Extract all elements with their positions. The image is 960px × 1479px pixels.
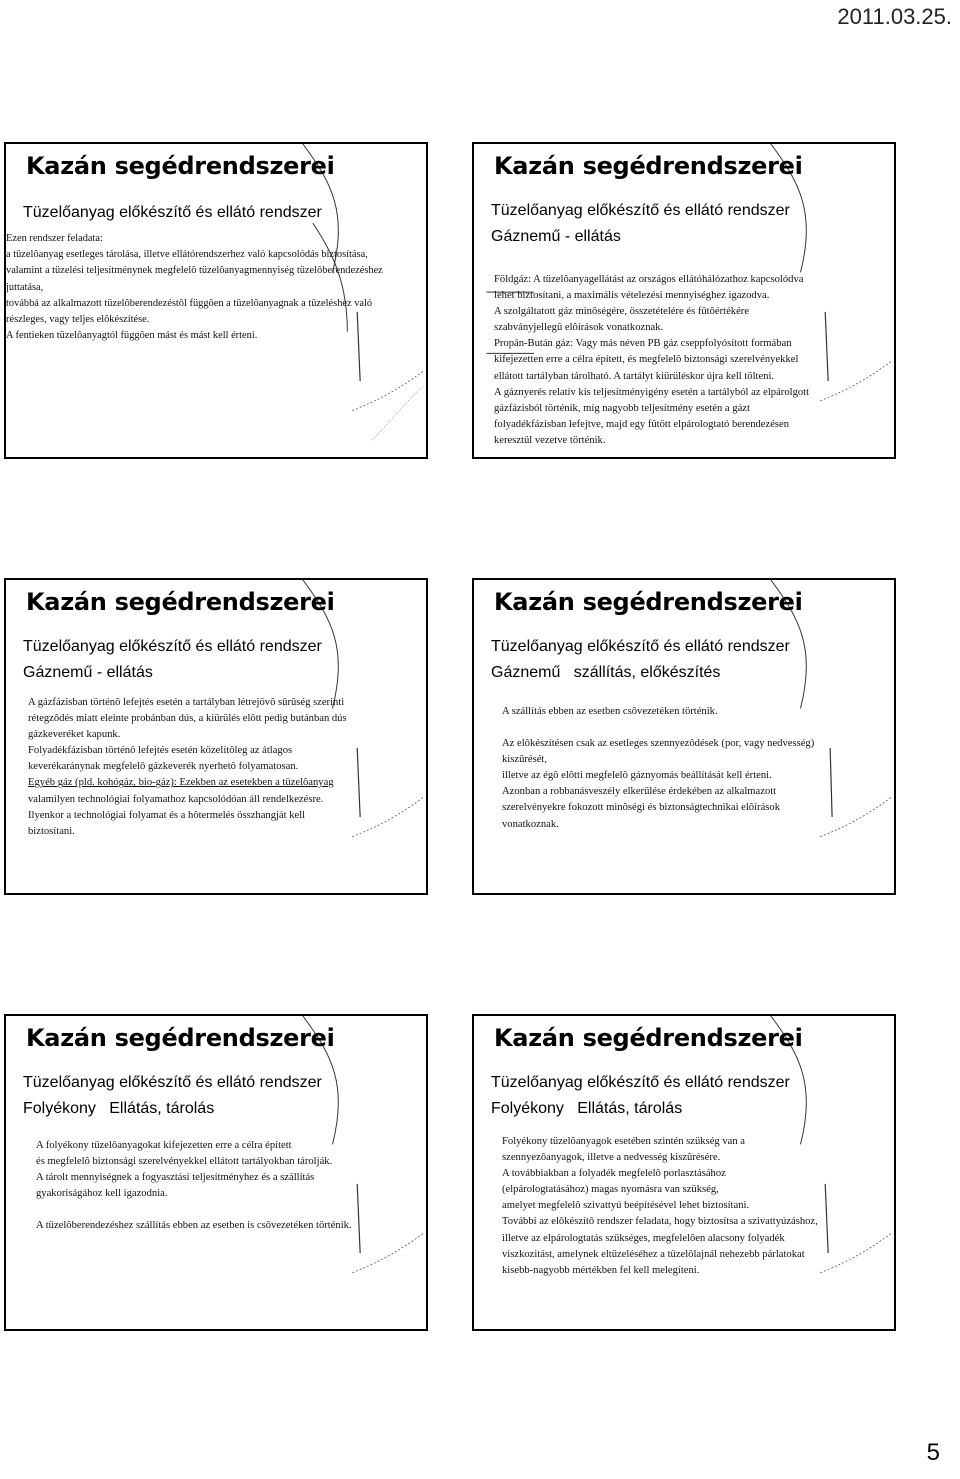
slide-body: [28, 695, 347, 840]
slide-4: [472, 578, 896, 895]
body-line: és megfelelô biztonsági szerelvényekkel ellátott tartályokban tárolják.: [36, 1156, 333, 1168]
body-line: A szolgáltatott gáz minôségére, összetételére és fûtôértékére: [494, 306, 750, 318]
slide-subtitle-2: Gáznemű - ellátás: [491, 228, 621, 245]
body-line: valamint a tüzelési teljesítménynek megfelelô tüzelôanyagmennyiség tüzelôberendezéshez: [6, 265, 383, 277]
slide-body: [494, 272, 809, 449]
body-line: a tüzelôanyag esetleges tárolása, illetve ellátórendszerhez való kapcsolódás biztosítása,: [6, 249, 368, 261]
slide-3: [4, 578, 428, 895]
body-line: A továbbiakban a folyadék megfelelô porlasztásához: [502, 1168, 726, 1180]
body-line: Ezen rendszer feladata:: [6, 233, 103, 244]
slide-2: [472, 142, 896, 459]
body-line: A folyékony tüzelôanyagokat kifejezetten erre a célra épített: [36, 1140, 292, 1151]
body-line: illetve az égô elôtti megfelelô gáznyomás beállítását kell érteni.: [502, 770, 772, 782]
body-line: Földgáz: A tüzelôanyagellátást az országos ellátóhálózathoz kapcsolódva: [494, 274, 804, 285]
body-line: kifejezetten erre a célra épített, és megfelelô biztonsági szerelvényekkel: [494, 354, 799, 366]
body-line: kiszûrését,: [502, 754, 548, 766]
body-line: (elpárologtatásához) magas nyomásra van szükség,: [502, 1184, 719, 1196]
slide-body: [502, 704, 814, 833]
body-line: lehet biztosítani, a maximális vételezési mennyiséghez igazodva.: [494, 290, 770, 302]
slide-title: Kazán segédrendszerei: [26, 588, 335, 616]
slide-subtitle-2: Gáznemű szállítás, előkészítés: [491, 664, 721, 681]
slide-title: Kazán segédrendszerei: [26, 152, 335, 180]
body-line: Folyékony tüzelôanyagok esetében szintén szükség van a: [502, 1136, 745, 1147]
body-line: rétegzôdés miatt eleinte probánban dús, a kiürülés elôtt pedig butánban dús: [28, 713, 347, 725]
slide-subtitle-2: Gáznemű - ellátás: [23, 664, 153, 681]
body-line: gázkeveréket kapunk.: [28, 729, 121, 741]
body-line: vonatkoznak.: [502, 818, 559, 830]
slide-6: [472, 1014, 896, 1331]
slide-subtitle: Tüzelőanyag előkészítő és ellátó rendszer: [491, 202, 790, 219]
slide-subtitle-2: Folyékony Ellátás, tárolás: [23, 1100, 215, 1117]
body-line: Folyadékfázisban történô lefejtés esetén közelítôleg az átlagos: [28, 745, 293, 757]
body-line: Egyéb gáz (pld. kohógáz, bio-gáz): Ezekben az esetekben a tüzelôanyag: [28, 777, 334, 789]
body-line: [502, 720, 814, 736]
body-line: gázfázisból történik, míg nagyobb teljesítmény esetén a gázt: [494, 402, 750, 414]
body-line: keverékaránynak megfelelô gázkeverék nyerhetô folyamatosan.: [28, 761, 299, 773]
body-line: A gáznyerés relatív kis teljesítményigény esetén a tartályból az elpárolgott: [494, 386, 810, 398]
body-line: szennyezôanyagok, illetve a nedvesség kiszûrésére.: [502, 1152, 721, 1164]
slide-subtitle-2: Folyékony Ellátás, tárolás: [491, 1100, 683, 1117]
slide-5: [4, 1014, 428, 1331]
body-line: A szállítás ebben az esetben csôvezetéken történik.: [502, 706, 718, 717]
slide-subtitle: Tüzelőanyag előkészítő és ellátó rendszer: [23, 204, 322, 221]
slide-subtitle: Tüzelőanyag előkészítő és ellátó rendszer: [23, 638, 322, 655]
body-line: A fentieken tüzelôanyagtól függôen mást és mást kell érteni.: [6, 330, 258, 342]
body-line: További az elôkészítô rendszer feladata, hogy biztosítsa a szivattyúzáshoz,: [502, 1216, 818, 1228]
slide-title: Kazán segédrendszerei: [494, 152, 803, 180]
body-line: Ilyenkor a technológiai folyamat és a hôtermelés összhangját kell: [28, 809, 306, 821]
slide-1: [4, 142, 428, 459]
body-line: folyadékfázisban lefejtve, majd egy fûtött elpárologtató berendezésen: [494, 418, 790, 430]
slide-title: Kazán segédrendszerei: [494, 1024, 803, 1052]
body-line: biztosítani.: [28, 825, 75, 837]
body-line: szabványjellegû elôírások vonatkoznak.: [494, 322, 664, 334]
page-date: 2011.03.25.: [837, 4, 952, 29]
body-line: amelyet megfelelô szivattyú beépítésével lehet biztosítani.: [502, 1200, 750, 1212]
slide-subtitle: Tüzelőanyag előkészítő és ellátó rendszer: [491, 638, 790, 655]
body-line: valamilyen technológiai folyamathoz kapcsolódóan áll rendelkezésre.: [28, 793, 324, 805]
body-line: keresztül vezetve történik.: [494, 434, 606, 446]
body-line: gyakoriságához kell igazodnia.: [36, 1188, 168, 1200]
slide-subtitle: Tüzelőanyag előkészítő és ellátó rendszer: [491, 1074, 790, 1091]
page-number: 5: [926, 1439, 940, 1466]
body-line: továbbá az alkalmazott tüzelôberendezéstôl függôen a tüzelôanyagnak a tüzeléshez való: [6, 297, 373, 309]
body-line: A gázfázisban történô lefejtés esetén a tartályban létrejövô sûrûség szerinti: [28, 697, 345, 708]
body-line: viszkozitást, amelynek eltüzeléséhez a tüzelôlajnál nehezebb párlatokat: [502, 1248, 805, 1260]
body-line: részleges, vagy teljes elôkészítése.: [6, 314, 150, 326]
slide-title: Kazán segédrendszerei: [26, 1024, 335, 1052]
body-line: ellátott tartályban tárolható. A tartályt kiürüléskor újra kell tölteni.: [494, 370, 775, 382]
body-line: Azonban a robbanásveszély elkerülése érdekében az alkalmazott: [502, 786, 777, 798]
slide-title: Kazán segédrendszerei: [494, 588, 803, 616]
body-line: A tárolt mennyiségnek a fogyasztási teljesítményhez és a szállítás: [36, 1172, 315, 1184]
slide-body: [502, 1134, 818, 1279]
body-line: szerelvényekre fokozott minôségi és biztonságtechnikai elôírások: [502, 802, 780, 814]
slide-body: [6, 231, 383, 344]
body-line: Propán-Bután gáz: Vagy más néven PB gáz cseppfolyósított formában: [494, 338, 792, 350]
slide-body: [36, 1138, 352, 1234]
body-line: illetve az elpárologtatás szükséges, megfelelôen alacsony folyadék: [502, 1232, 785, 1244]
body-line: kisebb-nagyobb mértékben fel kell melegíteni.: [502, 1264, 700, 1276]
slide-subtitle: Tüzelőanyag előkészítő és ellátó rendszer: [23, 1074, 322, 1091]
body-line: Az elôkészítésen csak az esetleges szennyezôdések (por, vagy nedvesség): [502, 738, 815, 750]
body-line: A tüzelôberendezéshez szállítás ebben az esetben is csôvezetéken történik.: [36, 1220, 352, 1232]
body-line: juttatása,: [6, 281, 44, 293]
body-line: [36, 1202, 352, 1218]
